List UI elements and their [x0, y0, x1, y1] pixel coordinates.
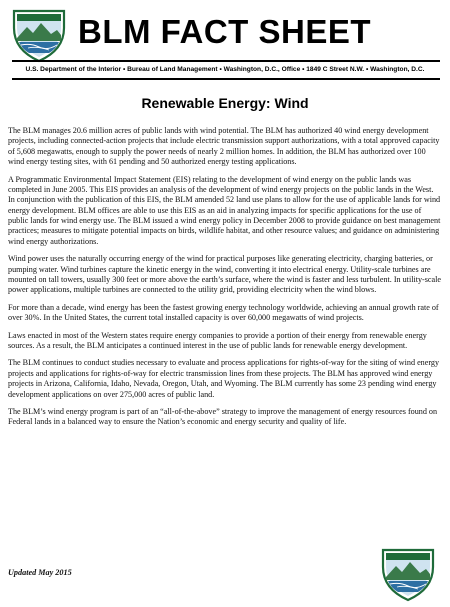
- paragraph: Wind power uses the naturally occurring energy of the wind for practical purposes like generating electricity, charging batteries, or pumping water. Wind turbines capture the kinetic energy in the wind, converting it into electrical energy. Utility-scale turbines are mounted on tall towers, usually 300 feet or more above the earth’s surface, where the wind is faster and less turbulent. In utility-scale power applications, multiple turbines are connected to the utility grid, providing electricity when the wind blows.: [8, 254, 441, 295]
- masthead-title: BLM FACT SHEET: [78, 13, 371, 50]
- blm-logo-icon: [11, 8, 67, 64]
- document-title: Renewable Energy: Wind: [141, 95, 309, 111]
- header-rule-top: [12, 60, 440, 62]
- paragraph: The BLM continues to conduct studies necessary to evaluate and process applications for rights-of-way for the siting of wind energy projects and applications for rights-of-way for electric transmission lines from these projects. The BLM has approved wind energy projects in Arizona, California, Idaho, Nevada, Oregon, Utah, and Wyoming. The BLM currently has some 23 pending wind energy development applications on over 275,000 acres of public land.: [8, 358, 440, 399]
- header-rule-bottom: [12, 78, 440, 80]
- paragraph: Laws enacted in most of the Western states require energy companies to provide a portion of their energy from renewable energy sources. As a result, the BLM anticipates a continued interest in the use of public lands for renewable energy development.: [8, 330, 427, 350]
- paragraph: The BLM’s wind energy program is part of an “all-of-the-above” strategy to improve the management of energy resources found on Federal lands in a balanced way to ensure the Nation’s economic and energy security and quality of life.: [8, 407, 438, 427]
- agency-address: U.S. Department of the Interior • Bureau of Land Management • Washington, D.C., Office • 1849 C Street N.W. • Washington, D.C.: [25, 66, 425, 73]
- paragraph: The BLM manages 20.6 million acres of public lands with wind potential. The BLM has authorized 40 wind energy development projects, including connected-action projects that include electric transmission support authorizations, with a total approved capacity of 5,608 megawatts, enough to supply the power needs of nearly 2 million homes. In addition, the BLM has authorized over 100 wind energy testing sites, with 61 pending and 50 authorized energy testing applications.: [8, 126, 440, 167]
- body-text: [8, 126, 442, 435]
- paragraph: For more than a decade, wind energy has been the fastest growing energy technology worldwide, achieving an annual growth rate of over 30%. In the United States, the current total installed capacity is over 60,000 megawatts of wind projects.: [8, 302, 439, 323]
- paragraph: A Programmatic Environmental Impact Statement (EIS) relating to the development of wind energy on the public lands was completed in June 2005. This EIS provides an analysis of the development of wind energy projects on the public lands in the West. In conjunction with the publication of this EIS, the BLM amended 52 land use plans to allow for the use of applicable lands for wind energy development. BLM offices are able to use this EIS as an aid in analyzing impacts for specific applications for the use of public lands for wind energy use. The BLM issued a wind energy policy in December 2008 to provide guidance on best management practices; measures to mitigate potential impacts on birds, wildlife habitat, and other resource values; and guidance on administering wind energy authorizations.: [8, 174, 441, 246]
- updated-date: Updated May 2015: [8, 568, 72, 577]
- blm-footer-logo-icon: [380, 547, 436, 603]
